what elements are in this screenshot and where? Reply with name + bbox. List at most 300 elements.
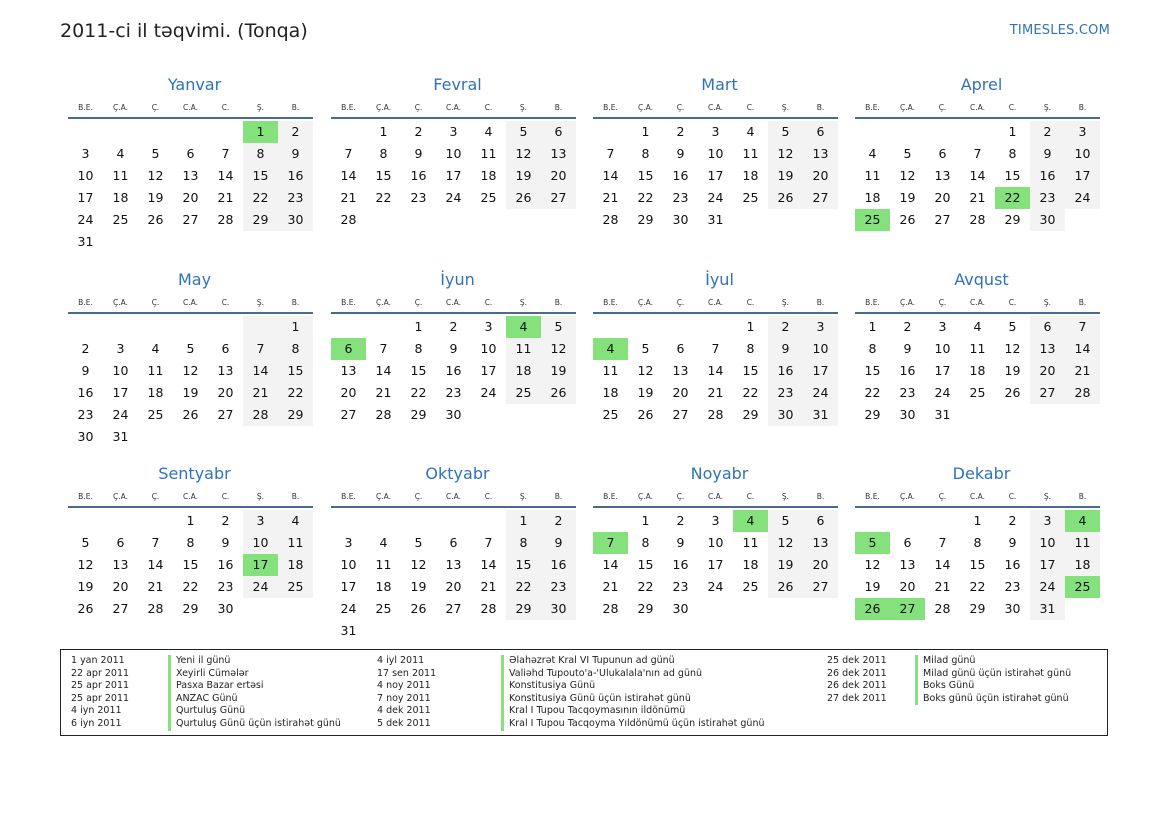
holiday-item (71, 718, 341, 731)
weekday-label: Ç. (938, 103, 947, 112)
day-cell: 3 (1030, 510, 1065, 532)
day-cell: 18 (480, 168, 497, 183)
day-cell: 22 (243, 187, 278, 209)
day-cell: 5 (186, 341, 195, 356)
day-cell: 20 (182, 190, 199, 205)
empty-cell (401, 209, 436, 231)
day-cell: 27 (1030, 382, 1065, 404)
empty-cell (506, 209, 541, 231)
month-name: Dekabr (952, 464, 1011, 483)
day-cell: 27 (803, 187, 838, 209)
day-cell: 8 (379, 146, 388, 161)
day-cell: 16 (899, 363, 916, 378)
day-cell: 16 (768, 360, 803, 382)
day-cell: 3 (243, 510, 278, 532)
day-cell: 4 (278, 510, 313, 532)
weekday-label: C.A. (182, 492, 198, 501)
day-cell: 28 (934, 601, 951, 616)
day-cell: 5 (855, 532, 890, 554)
holiday-date: 4 noy 2011 (377, 680, 431, 692)
weekday-label: Ş. (519, 298, 528, 307)
day-cell: 6 (938, 146, 947, 161)
weekday-label: B.E. (78, 492, 93, 501)
day-cell: 29 (506, 598, 541, 620)
day-cell: 21 (340, 190, 357, 205)
weekday-label: Ç.A. (637, 103, 653, 112)
month-2 (331, 73, 576, 231)
day-cell: 24 (445, 190, 462, 205)
day-cell: 11 (278, 532, 313, 554)
weekday-label: C. (484, 298, 493, 307)
empty-cell (925, 121, 960, 143)
day-cell: 26 (182, 407, 199, 422)
holiday-date: 4 dek 2011 (377, 705, 431, 717)
day-cell: 19 (1004, 363, 1021, 378)
day-cell: 23 (445, 385, 462, 400)
empty-cell (331, 510, 366, 532)
day-cell: 8 (506, 532, 541, 554)
day-cell: 7 (593, 532, 628, 554)
day-grid (331, 510, 576, 642)
empty-cell (436, 209, 471, 231)
day-cell: 10 (340, 557, 357, 572)
day-cell: 20 (672, 385, 689, 400)
holiday-name: Konstitusiya Günü üçün istirahət günü (501, 693, 691, 706)
day-cell: 14 (934, 557, 951, 572)
day-grid (593, 510, 838, 620)
day-cell: 1 (973, 513, 982, 528)
empty-cell (733, 598, 768, 620)
empty-cell (593, 121, 628, 143)
empty-cell (960, 121, 995, 143)
holiday-item (71, 705, 341, 718)
day-cell: 2 (81, 341, 90, 356)
holiday-column (71, 655, 341, 731)
day-cell: 25 (147, 407, 164, 422)
month-name: Aprel (960, 75, 1003, 94)
day-cell: 22 (637, 579, 654, 594)
day-cell: 31 (77, 234, 94, 249)
weekday-header (855, 488, 1100, 508)
empty-cell (366, 209, 401, 231)
day-cell: 15 (375, 168, 392, 183)
weekday-label: B.E. (603, 492, 618, 501)
day-cell: 9 (676, 535, 685, 550)
day-cell: 22 (506, 576, 541, 598)
weekday-header (68, 488, 313, 508)
holiday-date: 26 dek 2011 (827, 680, 887, 692)
day-cell: 22 (969, 579, 986, 594)
weekday-label: C.A. (182, 103, 198, 112)
day-cell: 24 (1030, 576, 1065, 598)
holiday-item (377, 718, 765, 731)
weekday-label: Ç.A. (899, 492, 915, 501)
day-cell: 9 (81, 363, 90, 378)
day-cell: 3 (81, 146, 90, 161)
day-cell: 22 (742, 385, 759, 400)
day-cell: 14 (1065, 338, 1100, 360)
weekday-label: Ş. (519, 492, 528, 501)
month-name: İyun (440, 270, 475, 289)
day-cell: 21 (243, 382, 278, 404)
day-cell: 25 (742, 190, 759, 205)
holiday-name: ANZAC Günü (168, 693, 238, 706)
day-cell: 20 (445, 579, 462, 594)
day-cell: 29 (637, 212, 654, 227)
day-cell: 23 (672, 579, 689, 594)
day-cell: 24 (340, 601, 357, 616)
empty-cell (995, 404, 1030, 426)
day-cell: 20 (541, 165, 576, 187)
holiday-name: Konstitusiya Günü (501, 680, 595, 693)
day-cell: 17 (803, 360, 838, 382)
weekday-label: B. (1078, 298, 1087, 307)
empty-cell (471, 510, 506, 532)
day-cell: 22 (864, 385, 881, 400)
weekday-label: Ç.A. (112, 298, 128, 307)
day-cell: 1 (414, 319, 423, 334)
day-cell: 19 (768, 554, 803, 576)
empty-cell (243, 316, 278, 338)
weekday-label: B.E. (341, 298, 356, 307)
day-cell: 16 (1004, 557, 1021, 572)
holiday-date: 4 iyn 2011 (71, 705, 122, 717)
day-cell: 21 (217, 190, 234, 205)
day-cell: 3 (803, 316, 838, 338)
day-cell: 1 (243, 121, 278, 143)
day-cell: 19 (899, 190, 916, 205)
empty-cell (855, 121, 890, 143)
day-cell: 19 (182, 385, 199, 400)
empty-cell (103, 231, 138, 253)
day-cell: 19 (637, 385, 654, 400)
day-cell: 8 (746, 341, 755, 356)
day-grid (855, 316, 1100, 426)
day-cell: 21 (375, 385, 392, 400)
day-cell: 12 (541, 338, 576, 360)
day-cell: 27 (182, 212, 199, 227)
day-cell: 2 (676, 513, 685, 528)
day-grid (68, 510, 313, 620)
month-name: Avqust (954, 270, 1009, 289)
empty-cell (436, 620, 471, 642)
day-cell: 24 (707, 579, 724, 594)
day-cell: 8 (1008, 146, 1017, 161)
day-cell: 26 (768, 576, 803, 598)
weekday-label: Ş. (519, 103, 528, 112)
holiday-name: Qurtuluş Günü (168, 705, 245, 718)
empty-cell (401, 510, 436, 532)
empty-cell (1065, 209, 1100, 231)
day-cell: 1 (641, 513, 650, 528)
day-cell: 23 (1030, 187, 1065, 209)
day-cell: 22 (637, 190, 654, 205)
empty-cell (506, 620, 541, 642)
weekday-label: B.E. (78, 103, 93, 112)
empty-cell (103, 121, 138, 143)
day-cell: 4 (379, 535, 388, 550)
weekday-label: C. (484, 492, 493, 501)
weekday-label: B.E. (865, 298, 880, 307)
empty-cell (208, 121, 243, 143)
empty-cell (173, 426, 208, 448)
day-cell: 17 (112, 385, 129, 400)
day-cell: 1 (506, 510, 541, 532)
weekday-label: Ç.A. (375, 298, 391, 307)
month-name: May (177, 270, 212, 289)
empty-cell (243, 231, 278, 253)
month-9 (68, 462, 313, 620)
day-cell: 29 (969, 601, 986, 616)
day-cell: 2 (1008, 513, 1017, 528)
day-cell: 7 (484, 535, 493, 550)
holiday-legend (60, 649, 1108, 736)
day-cell: 31 (934, 407, 951, 422)
day-cell: 29 (864, 407, 881, 422)
day-cell: 21 (1065, 360, 1100, 382)
day-cell: 18 (506, 360, 541, 382)
weekday-label: Ş. (256, 298, 265, 307)
day-cell: 8 (973, 535, 982, 550)
day-cell: 10 (707, 146, 724, 161)
empty-cell (243, 598, 278, 620)
day-cell: 21 (969, 190, 986, 205)
month-name: İyul (705, 270, 734, 289)
day-cell: 11 (375, 557, 392, 572)
day-cell: 11 (480, 146, 497, 161)
day-cell: 31 (340, 623, 357, 638)
day-cell: 12 (864, 557, 881, 572)
day-cell: 7 (344, 146, 353, 161)
day-cell: 14 (480, 557, 497, 572)
day-cell: 13 (112, 557, 129, 572)
weekday-label: B. (816, 103, 825, 112)
day-cell: 1 (278, 316, 313, 338)
day-cell: 7 (973, 146, 982, 161)
weekday-label: B. (816, 492, 825, 501)
weekday-label: Ş. (1043, 298, 1052, 307)
day-cell: 17 (1065, 165, 1100, 187)
day-cell: 16 (278, 165, 313, 187)
day-cell: 17 (243, 554, 278, 576)
holiday-name: Qurtuluş Günü üçün istirahət günü (168, 718, 341, 731)
weekday-header (331, 294, 576, 314)
holiday-item (71, 668, 341, 681)
weekday-label: Ç. (676, 103, 685, 112)
weekday-header (331, 99, 576, 119)
day-cell: 2 (1030, 121, 1065, 143)
weekday-header (68, 99, 313, 119)
day-cell: 29 (1004, 212, 1021, 227)
weekday-label: C.A. (707, 103, 723, 112)
empty-cell (401, 620, 436, 642)
day-cell: 19 (147, 190, 164, 205)
day-cell: 1 (641, 124, 650, 139)
weekday-label: B.E. (341, 103, 356, 112)
day-cell: 11 (969, 341, 986, 356)
empty-cell (138, 510, 173, 532)
holiday-item (377, 693, 765, 706)
empty-cell (663, 316, 698, 338)
day-cell: 30 (672, 601, 689, 616)
month-name: Oktyabr (425, 464, 490, 483)
month-name: Sentyabr (158, 464, 231, 483)
day-cell: 9 (278, 143, 313, 165)
day-cell: 26 (855, 598, 890, 620)
empty-cell (331, 121, 366, 143)
weekday-header (593, 488, 838, 508)
day-cell: 23 (899, 385, 916, 400)
day-grid (593, 121, 838, 231)
day-cell: 8 (186, 535, 195, 550)
day-cell: 10 (480, 341, 497, 356)
empty-cell (173, 231, 208, 253)
holiday-name: Əlahəzrət Kral VI Tupunun ad günü (501, 655, 675, 668)
day-cell: 12 (77, 557, 94, 572)
weekday-label: Ş. (1043, 103, 1052, 112)
day-cell: 4 (733, 510, 768, 532)
month-10 (331, 462, 576, 642)
day-cell: 8 (641, 146, 650, 161)
day-cell: 16 (672, 557, 689, 572)
day-cell: 27 (803, 576, 838, 598)
day-cell: 9 (414, 146, 423, 161)
day-cell: 18 (864, 190, 881, 205)
weekday-label: C. (1008, 103, 1017, 112)
day-cell: 18 (1065, 554, 1100, 576)
day-cell: 3 (344, 535, 353, 550)
day-cell: 23 (1004, 579, 1021, 594)
day-cell: 9 (449, 341, 458, 356)
day-cell: 9 (768, 338, 803, 360)
day-cell: 6 (331, 338, 366, 360)
day-cell: 23 (77, 407, 94, 422)
empty-cell (366, 620, 401, 642)
weekday-label: Ç.A. (637, 492, 653, 501)
day-cell: 12 (768, 143, 803, 165)
day-cell: 30 (768, 404, 803, 426)
day-cell: 9 (676, 146, 685, 161)
empty-cell (698, 316, 733, 338)
day-cell: 28 (243, 404, 278, 426)
day-cell: 30 (541, 598, 576, 620)
day-cell: 10 (112, 363, 129, 378)
day-cell: 3 (711, 513, 720, 528)
weekday-label: Ç. (938, 298, 947, 307)
holiday-item (827, 668, 1071, 681)
day-cell: 30 (1004, 601, 1021, 616)
holiday-date: 25 apr 2011 (71, 680, 130, 692)
day-cell: 18 (742, 168, 759, 183)
day-cell: 15 (969, 557, 986, 572)
day-cell: 20 (934, 190, 951, 205)
month-name: Fevral (433, 75, 482, 94)
weekday-label: B. (554, 298, 563, 307)
day-cell: 12 (899, 168, 916, 183)
holiday-name: Yeni il günü (168, 655, 230, 668)
empty-cell (208, 231, 243, 253)
weekday-label: C. (221, 492, 230, 501)
holiday-name: Kral I Tupou Tacqoyma Yıldönümü üçün istirahət günü (501, 718, 765, 731)
weekday-label: C.A. (182, 298, 198, 307)
weekday-label: C.A. (707, 492, 723, 501)
day-cell: 13 (541, 143, 576, 165)
empty-cell (436, 510, 471, 532)
weekday-label: C. (221, 103, 230, 112)
day-cell: 11 (1065, 532, 1100, 554)
weekday-label: Ç.A. (112, 492, 128, 501)
day-cell: 11 (602, 363, 619, 378)
weekday-label: Ş. (781, 103, 790, 112)
day-cell: 26 (506, 187, 541, 209)
weekday-label: Ç.A. (112, 103, 128, 112)
day-cell: 27 (340, 407, 357, 422)
day-cell: 31 (112, 429, 129, 444)
day-cell: 15 (182, 557, 199, 572)
day-cell: 10 (803, 338, 838, 360)
day-cell: 14 (602, 168, 619, 183)
day-cell: 13 (672, 363, 689, 378)
weekday-label: C.A. (445, 298, 461, 307)
empty-cell (768, 598, 803, 620)
day-cell: 13 (1030, 338, 1065, 360)
day-cell: 7 (221, 146, 230, 161)
holiday-date: 22 apr 2011 (71, 667, 130, 679)
day-cell: 1 (1008, 124, 1017, 139)
empty-cell (173, 316, 208, 338)
weekday-header (68, 294, 313, 314)
empty-cell (103, 510, 138, 532)
holiday-item (827, 655, 1071, 668)
day-cell: 13 (899, 557, 916, 572)
day-cell: 26 (1004, 385, 1021, 400)
day-cell: 30 (278, 209, 313, 231)
day-cell: 13 (803, 532, 838, 554)
day-cell: 4 (593, 338, 628, 360)
day-cell: 5 (414, 535, 423, 550)
holiday-name: Xeyirli Cümələr (168, 668, 249, 681)
day-cell: 12 (768, 532, 803, 554)
day-cell: 5 (768, 121, 803, 143)
month-1 (68, 73, 313, 253)
weekday-label: B.E. (603, 103, 618, 112)
weekday-label: Ç.A. (637, 298, 653, 307)
holiday-column (827, 655, 1071, 705)
day-cell: 4 (506, 316, 541, 338)
weekday-label: Ç. (414, 492, 423, 501)
day-cell: 17 (1030, 554, 1065, 576)
weekday-label: B. (816, 298, 825, 307)
day-grid (855, 510, 1100, 620)
day-cell: 17 (340, 579, 357, 594)
day-cell: 10 (1065, 143, 1100, 165)
day-cell: 5 (768, 510, 803, 532)
day-cell: 23 (541, 576, 576, 598)
day-cell: 26 (637, 407, 654, 422)
empty-cell (331, 316, 366, 338)
day-cell: 6 (676, 341, 685, 356)
day-cell: 22 (995, 187, 1030, 209)
weekday-label: B. (291, 492, 300, 501)
brand-link[interactable]: TIMESLES.COM (1009, 23, 1110, 38)
empty-cell (138, 426, 173, 448)
day-cell: 25 (602, 407, 619, 422)
day-cell: 28 (602, 212, 619, 227)
day-cell: 1 (868, 319, 877, 334)
weekday-label: Ç. (676, 492, 685, 501)
empty-cell (803, 598, 838, 620)
day-cell: 21 (602, 579, 619, 594)
